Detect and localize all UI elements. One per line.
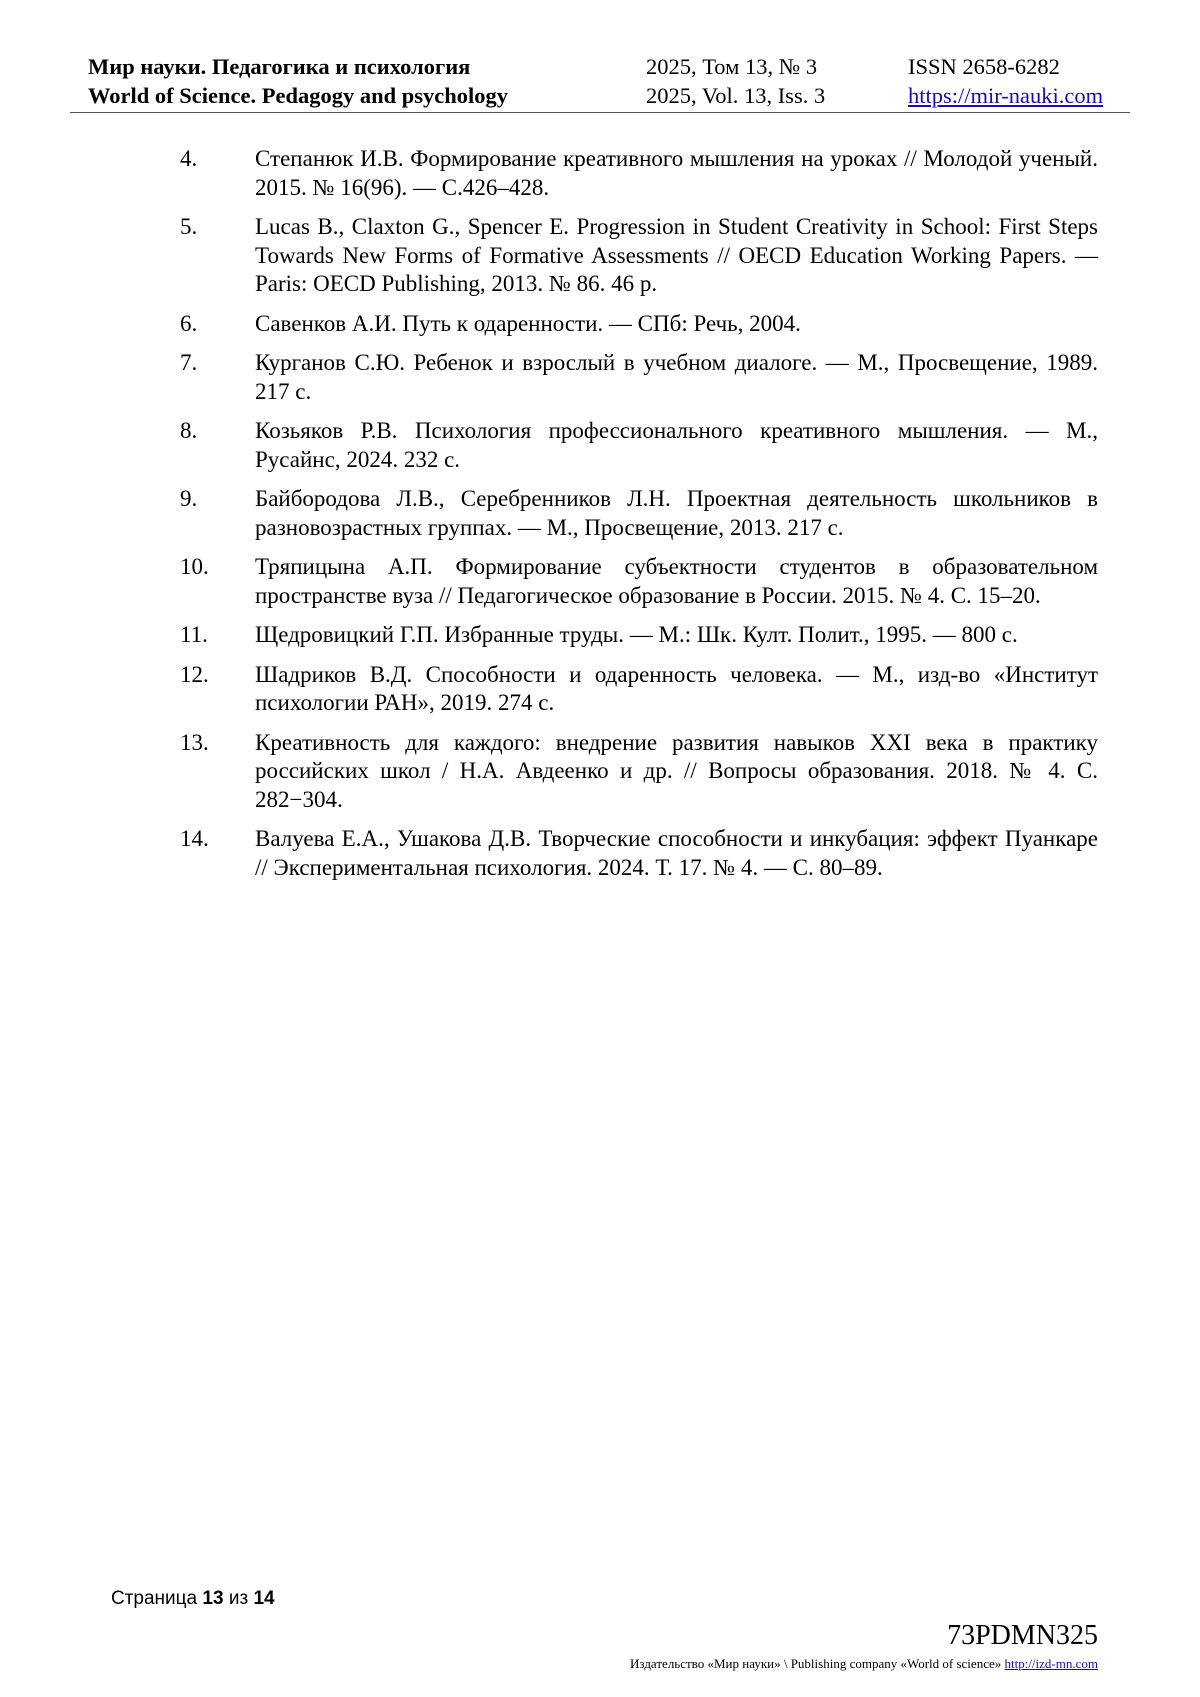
reference-item [180, 825, 1098, 882]
reference-text: Савенков А.И. Путь к одаренности. — СПб: Речь, 2004. [255, 310, 801, 336]
volume-en: 2025, Vol. 13, Iss. 3 [646, 83, 826, 108]
journal-title-en: World of Science. Pedagogy and psychology [88, 83, 509, 108]
page-indicator [111, 1588, 275, 1610]
reference-item [180, 310, 1098, 339]
issn: ISSN 2658-6282 [908, 54, 1060, 79]
reference-number: 12. [180, 661, 209, 687]
reference-text: Lucas B., Claxton G., Spencer E. Progression in Student Creativity in School: First Steps Towards New Forms of Formative Assessments // OECD Education Working Papers. — Paris: OECD Publishing, 2013. № 86. 46 p. [255, 214, 1098, 296]
reference-number: 13. [180, 729, 209, 755]
reference-number: 14. [180, 826, 209, 851]
reference-text: Байбородова Л.В., Серебренников Л.Н. Проектная деятельность школьников в разновозрастных группах. — М., Просвещение, 2013. 217 с. [255, 486, 1098, 540]
reference-list [180, 145, 1098, 893]
page-current: 13 [202, 1588, 224, 1609]
page-header [70, 52, 1130, 113]
website-link[interactable]: https://mir-nauki.com [908, 83, 1104, 108]
reference-item [180, 621, 1098, 650]
reference-number: 5. [180, 214, 198, 239]
reference-text: Креативность для каждого: внедрение развития навыков XXI века в практику российских школ / Н.А. Авдеенко и др. // Вопросы образования. 2018. № 4. С. 282−304. [255, 729, 1098, 812]
article-code: 73PDMN325 [947, 1620, 1098, 1651]
reference-text: Курганов С.Ю. Ребенок и взрослый в учебном диалоге. — М., Просвещение, 1989. 217 с. [255, 350, 1098, 404]
reference-item [180, 213, 1098, 299]
volume-block [646, 52, 825, 110]
publisher-link[interactable]: http://izd-mn.com [1004, 1656, 1098, 1671]
reference-item [180, 729, 1098, 815]
page-of: из [228, 1588, 249, 1609]
reference-text: Степанюк И.В. Формирование креативного мышления на уроках // Молодой ученый. 2015. № 16(96). — С.426–428. [255, 146, 1098, 200]
page-label: Страница [111, 1588, 198, 1609]
reference-number: 4. [180, 146, 198, 171]
reference-item [180, 553, 1098, 610]
reference-number: 11. [180, 622, 208, 647]
reference-number: 10. [180, 554, 209, 579]
reference-item [180, 485, 1098, 542]
reference-text: Щедровицкий Г.П. Избранные труды. — М.: Шк. Култ. Полит., 1995. — 800 с. [255, 622, 1018, 647]
journal-title-ru: Мир науки. Педагогика и психология [88, 54, 471, 79]
journal-title-block [88, 52, 508, 110]
publisher-line [630, 1656, 1098, 1672]
page-total: 14 [253, 1588, 275, 1609]
reference-item [180, 145, 1098, 202]
reference-number: 9. [180, 486, 198, 511]
reference-number: 8. [180, 418, 198, 443]
reference-item [180, 661, 1098, 718]
reference-number: 7. [180, 350, 198, 375]
reference-item [180, 349, 1098, 406]
reference-number: 6. [180, 310, 198, 336]
reference-text: Шадриков В.Д. Способности и одаренность человека. — М., изд-во «Институт психологии РАН», 2019. 274 с. [255, 661, 1098, 715]
reference-text: Валуева Е.А., Ушакова Д.В. Творческие способности и инкубация: эффект Пуанкаре // Экспериментальная психология. 2024. Т. 17. № 4. — С. 80–89. [255, 826, 1098, 880]
reference-text: Козьяков Р.В. Психология профессионального креативного мышления. — М., Русайнс, 2024. 232 с. [255, 418, 1098, 472]
publisher-text: Издательство «Мир науки» \ Publishing company «World of science» [630, 1656, 1002, 1671]
issn-block [908, 52, 1103, 110]
reference-item [180, 417, 1098, 474]
reference-text: Тряпицына А.П. Формирование субъектности студентов в образовательном пространстве вуза // Педагогическое образование в России. 2015. № 4. С. 15–20. [255, 554, 1098, 608]
volume-ru: 2025, Том 13, № 3 [646, 54, 818, 79]
